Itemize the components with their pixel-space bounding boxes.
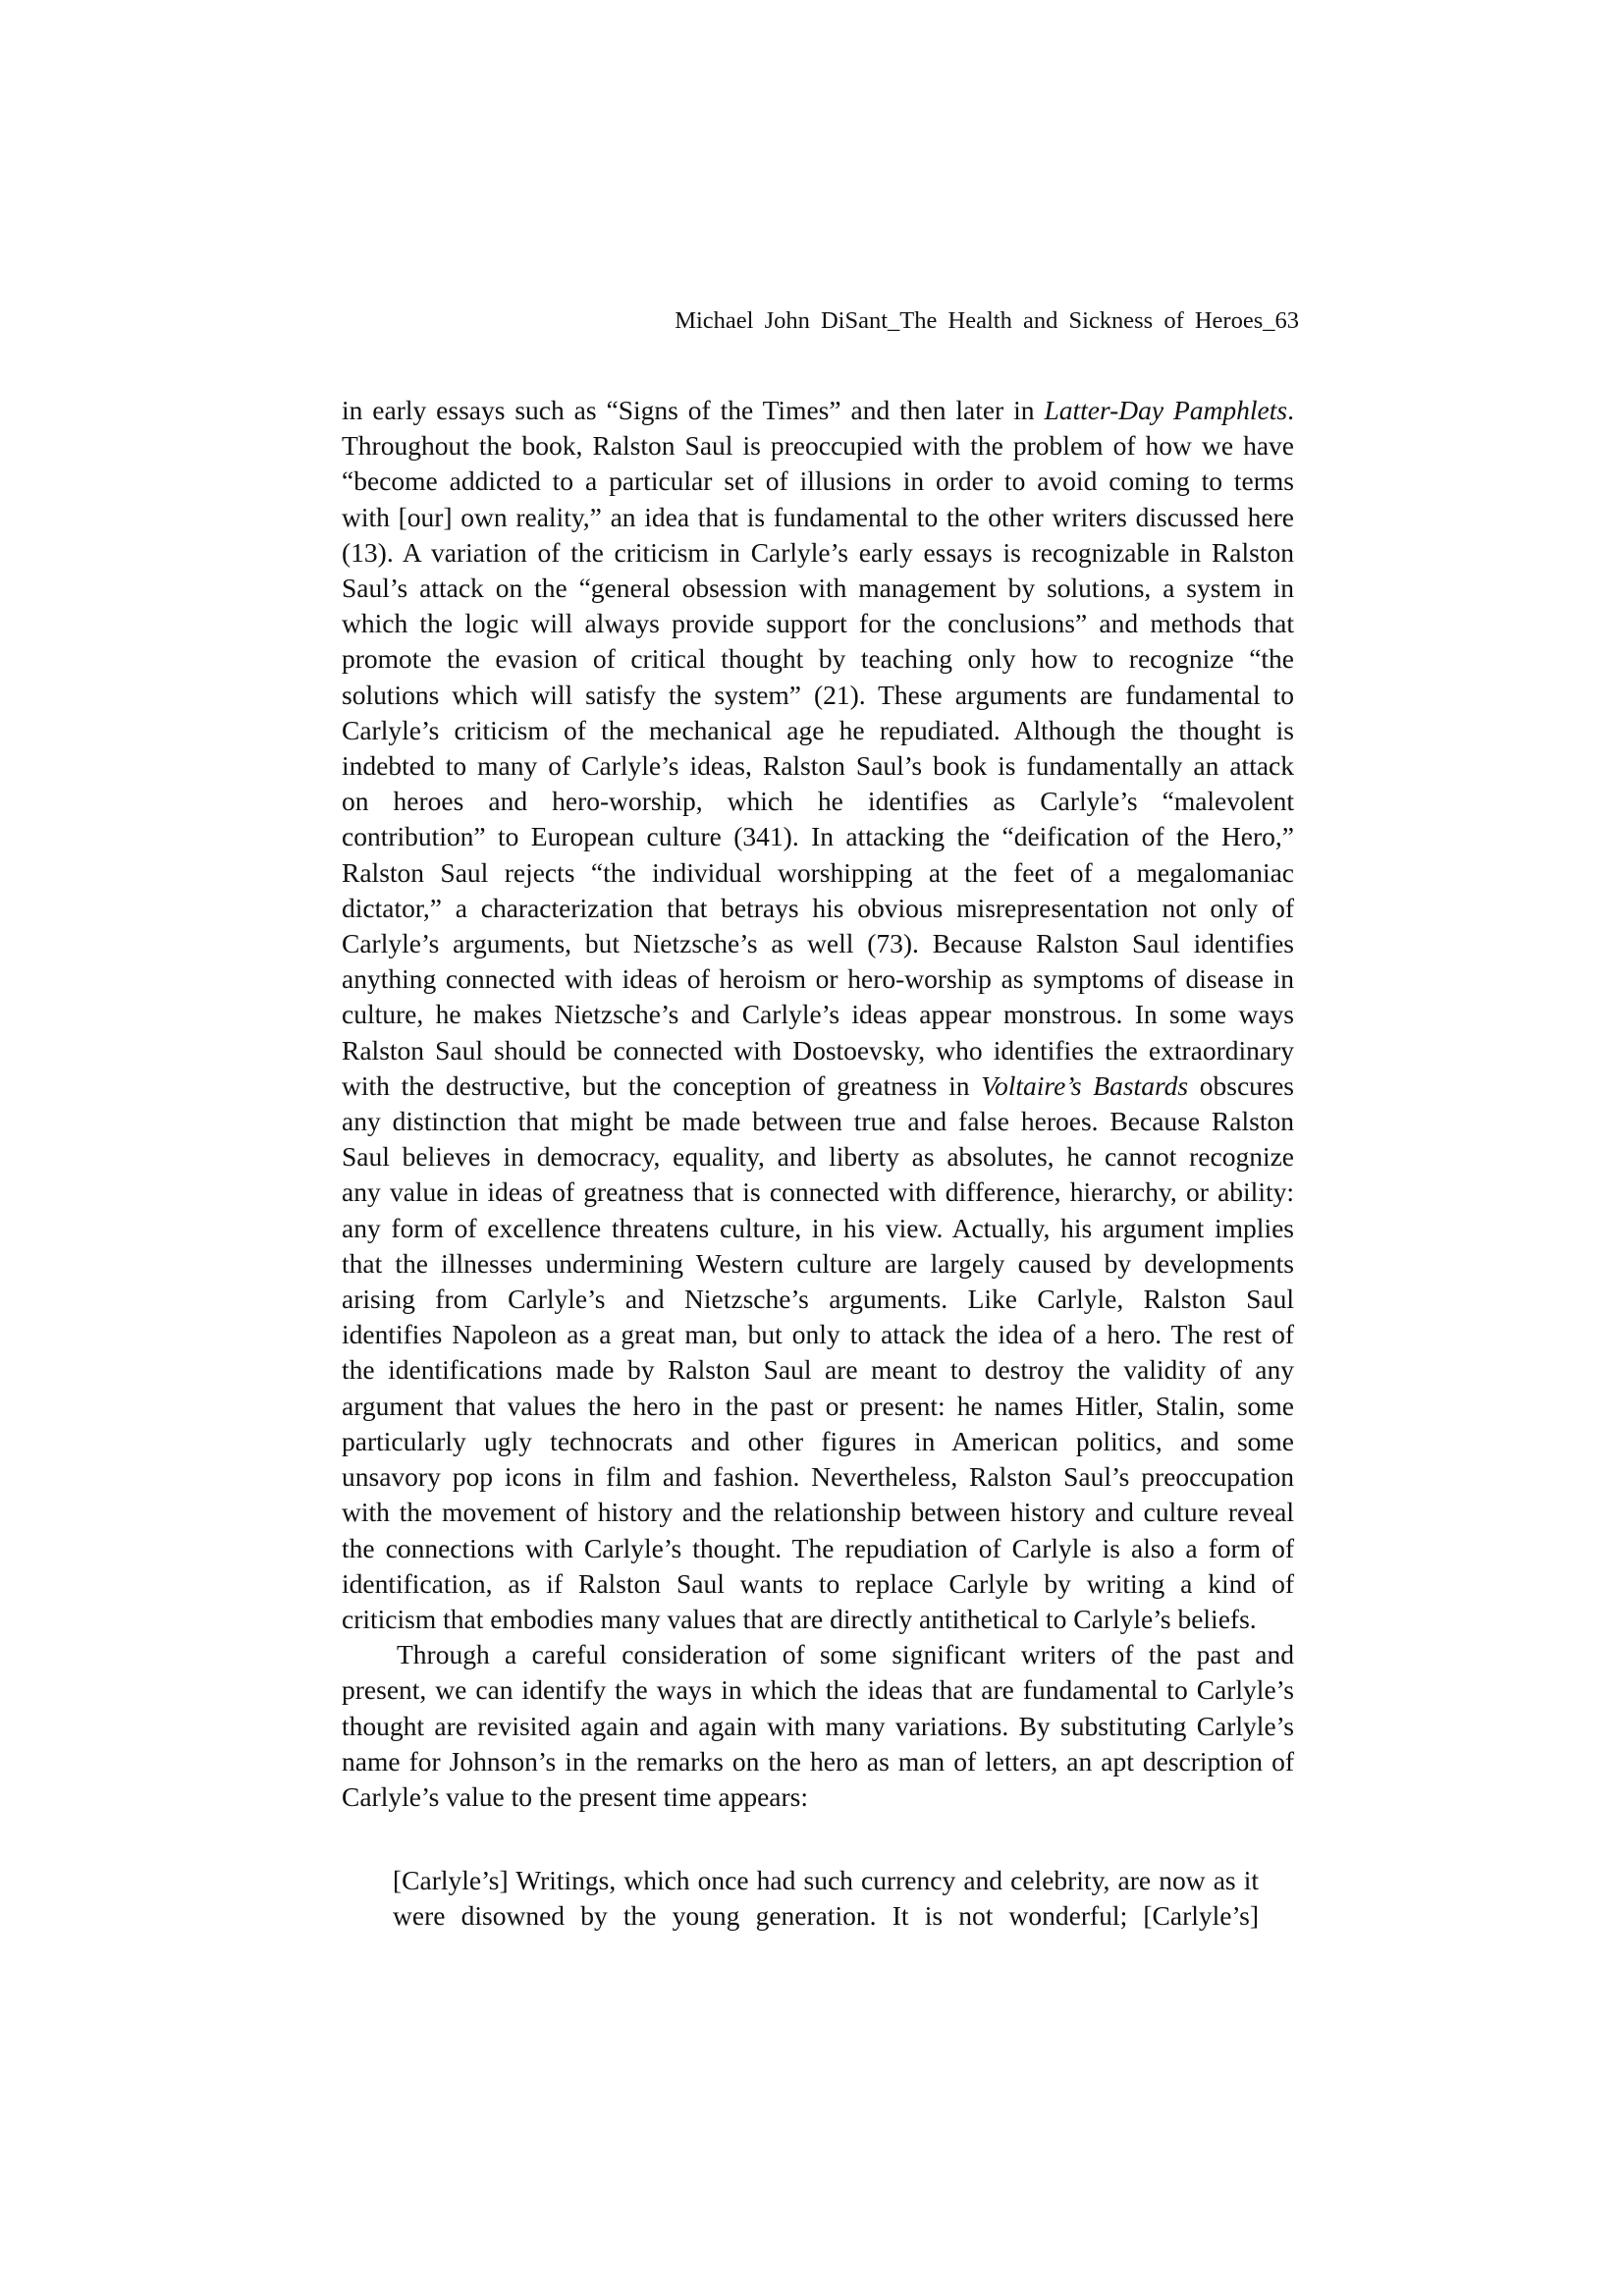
paragraph-line: the identifications made by Ralston Saul are meant to destroy the validity of any xyxy=(342,1354,1294,1386)
paragraph-line: Through a careful consideration of some significant writers of the past and xyxy=(397,1639,1294,1670)
paragraph-line: which the logic will always provide support for the conclusions” and methods that xyxy=(342,608,1294,639)
paragraph-line xyxy=(342,393,1294,428)
paragraph-line: dictator,” a characterization that betrays his obvious misrepresentation not only of xyxy=(342,892,1294,923)
block-quote xyxy=(393,1863,1259,1934)
paragraph-line: indebted to many of Carlyle’s ideas, Ralston Saul’s book is fundamentally an attack xyxy=(342,750,1294,782)
paragraph-line: Saul believes in democracy, equality, and liberty as absolutes, he cannot recognize xyxy=(342,1141,1294,1173)
book-title: Latter-Day Pamphlets xyxy=(1044,395,1288,425)
paragraph-2 xyxy=(342,1637,1294,1815)
running-header: Michael John DiSant_The Health and Sickness of Heroes_63 xyxy=(675,307,1299,334)
paragraph-line: Throughout the book, Ralston Saul is preoccupied with the problem of how we have xyxy=(342,430,1294,462)
paragraph-line: Carlyle’s arguments, but Nietzsche’s as well (73). Because Ralston Saul identifies xyxy=(342,928,1294,959)
paragraph-line: unsavory pop icons in film and fashion. Nevertheless, Ralston Saul’s preoccupation xyxy=(342,1461,1294,1493)
body-text xyxy=(342,393,1294,1815)
paragraph-line: Carlyle’s value to the present time appears: xyxy=(342,1780,808,1812)
paragraph-line: any value in ideas of greatness that is connected with difference, hierarchy, or ability: xyxy=(342,1176,1294,1208)
paragraph-line: particularly ugly technocrats and other figures in American politics, and some xyxy=(342,1425,1294,1456)
paragraph-line: anything connected with ideas of heroism or hero-worship as symptoms of disease in xyxy=(342,963,1294,995)
paragraph-line: Ralston Saul rejects “the individual worshipping at the feet of a megalomaniac xyxy=(342,856,1294,888)
paragraph-line: the connections with Carlyle’s thought. The repudiation of Carlyle is also a form of xyxy=(342,1532,1294,1563)
paragraph-line: criticism that embodies many values that are directly antithetical to Carlyle’s beliefs. xyxy=(342,1603,1257,1634)
paragraph-line: that the illnesses undermining Western culture are largely caused by developments xyxy=(342,1247,1294,1279)
paragraph-line: Carlyle’s criticism of the mechanical age he repudiated. Although the thought is xyxy=(342,714,1294,745)
paragraph-line: thought are revisited again and again with many variations. By substituting Carlyle’s xyxy=(342,1710,1294,1741)
paragraph-line: promote the evasion of critical thought by teaching only how to recognize “the xyxy=(342,643,1294,675)
paragraph-line: “become addicted to a particular set of illusions in order to avoid coming to terms xyxy=(342,465,1294,497)
paragraph-line: Saul’s attack on the “general obsession with management by solutions, a system in xyxy=(342,573,1294,604)
line-text: with the destructive, but the conception of greatness in xyxy=(342,1069,982,1101)
paragraph-line: argument that values the hero in the past or present: he names Hitler, Stalin, some xyxy=(342,1390,1294,1421)
paragraph-line: on heroes and hero-worship, which he identifies as Carlyle’s “malevolent xyxy=(342,786,1294,817)
paragraph-line: contribution” to European culture (341). In attacking the “deification of the Hero,” xyxy=(342,821,1294,852)
paragraph-line: with [our] own reality,” an idea that is fundamental to the other writers discussed here xyxy=(342,501,1294,532)
paragraph-line: arising from Carlyle’s and Nietzsche’s arguments. Like Carlyle, Ralston Saul xyxy=(342,1284,1294,1315)
paragraph-1 xyxy=(342,393,1294,1637)
quote-line: were disowned by the young generation. It is not wonderful; [Carlyle’s] xyxy=(393,1900,1259,1932)
line-text: in early essays such as “Signs of the Times” and then later in xyxy=(342,395,1045,425)
paragraph-line: identification, as if Ralston Saul wants to replace Carlyle by writing a kind of xyxy=(342,1567,1294,1599)
paragraph-line: culture, he makes Nietzsche’s and Carlyle’s ideas appear monstrous. In some ways xyxy=(342,999,1294,1030)
book-title: Voltaire’s Bastards xyxy=(981,1069,1189,1101)
paragraph-line: Ralston Saul should be connected with Dostoevsky, who identifies the extraordinary xyxy=(342,1034,1294,1066)
paragraph-line: any distinction that might be made between true and false heroes. Because Ralston xyxy=(342,1106,1294,1137)
quote-line: [Carlyle’s] Writings, which once had such currency and celebrity, are now as it xyxy=(393,1865,1259,1895)
paragraph-line: present, we can identify the ways in which the ideas that are fundamental to Carlyle’s xyxy=(342,1674,1294,1706)
paragraph-line: with the movement of history and the relationship between history and culture reveal xyxy=(342,1497,1294,1528)
paragraph-line xyxy=(342,1068,1294,1104)
paragraph-line: any form of excellence threatens culture, in his view. Actually, his argument implies xyxy=(342,1212,1294,1243)
line-text: . xyxy=(1287,395,1294,425)
paragraph-line: identifies Napoleon as a great man, but only to attack the idea of a hero. The rest of xyxy=(342,1319,1294,1350)
line-text: obscures xyxy=(1188,1069,1294,1101)
paragraph-line: name for Johnson’s in the remarks on the hero as man of letters, an apt description of xyxy=(342,1745,1294,1777)
paragraph-line: solutions which will satisfy the system” (21). These arguments are fundamental to xyxy=(342,679,1294,710)
paragraph-line: (13). A variation of the criticism in Carlyle’s early essays is recognizable in Ralston xyxy=(342,536,1294,568)
